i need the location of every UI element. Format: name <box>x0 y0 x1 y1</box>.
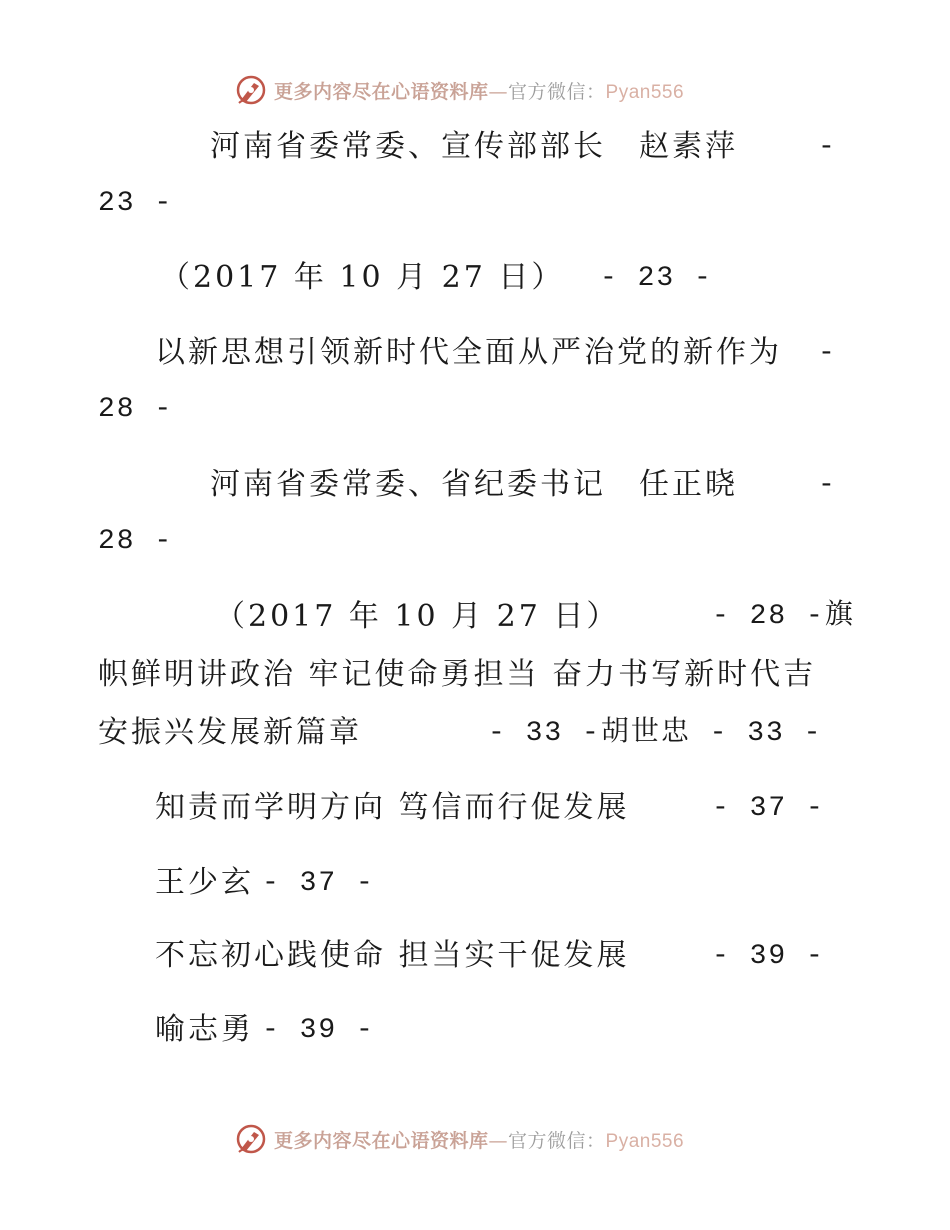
toc-entry-title: 以新思想引领新时代全面从严治党的新作为 <box>155 335 782 370</box>
toc-entry-page: - 23 - <box>600 263 713 294</box>
toc-entry-title: 安振兴发展新篇章 <box>98 715 362 750</box>
toc-entry-page: - 28 -旗 <box>712 601 855 632</box>
pen-circle-logo-icon <box>234 1122 268 1156</box>
toc-entry-date: （2017 年 10 月 27 日） <box>160 260 565 295</box>
watermark-account: Pyan556 <box>605 81 685 103</box>
toc-entry-title: 帜鲜明讲政治 牢记使命勇担当 奋力书写新时代吉 <box>98 657 817 692</box>
toc-entry-author: 喻志勇 <box>155 1012 254 1047</box>
watermark-main-text: 更多内容尽在心语资料库 <box>274 1129 489 1152</box>
toc-entry-page: - 39 - <box>712 941 825 972</box>
toc-entry-page: - <box>818 338 837 369</box>
toc-entry-page: - 37 - <box>262 868 375 899</box>
watermark-official-label: 官方微信： <box>508 1129 606 1152</box>
toc-entry-title: 知责而学明方向 笃信而行促发展 <box>155 790 630 825</box>
toc-entry-date: （2017 年 10 月 27 日） <box>215 599 620 634</box>
watermark-official-label: 官方微信： <box>508 80 606 103</box>
watermark-dash: — <box>488 1129 509 1152</box>
toc-entry-page: - 37 - <box>712 793 825 824</box>
toc-entry-title: 河南省委常委、省纪委书记 任正晓 <box>210 467 738 502</box>
toc-entry-page: 23 - <box>98 188 174 219</box>
footer-watermark <box>234 1121 684 1157</box>
toc-entry-title: 河南省委常委、宣传部部长 赵素萍 <box>210 129 738 164</box>
toc-entry-page: - <box>818 132 837 163</box>
pen-circle-logo-icon <box>234 73 268 107</box>
header-watermark <box>234 72 684 108</box>
toc-entry-page: - <box>818 470 837 501</box>
toc-entry-page: 28 - <box>98 526 174 557</box>
toc-entry-title: 不忘初心践使命 担当实干促发展 <box>155 938 630 973</box>
watermark-dash: — <box>488 80 509 103</box>
toc-entry-page: 28 - <box>98 394 174 425</box>
watermark-main-text: 更多内容尽在心语资料库 <box>274 80 489 103</box>
toc-entry-page: - 39 - <box>262 1015 375 1046</box>
watermark-account: Pyan556 <box>605 1130 685 1152</box>
toc-entry-page: - 33 -胡世忠 - 33 - <box>488 718 823 749</box>
toc-entry-author: 王少玄 <box>155 865 254 900</box>
